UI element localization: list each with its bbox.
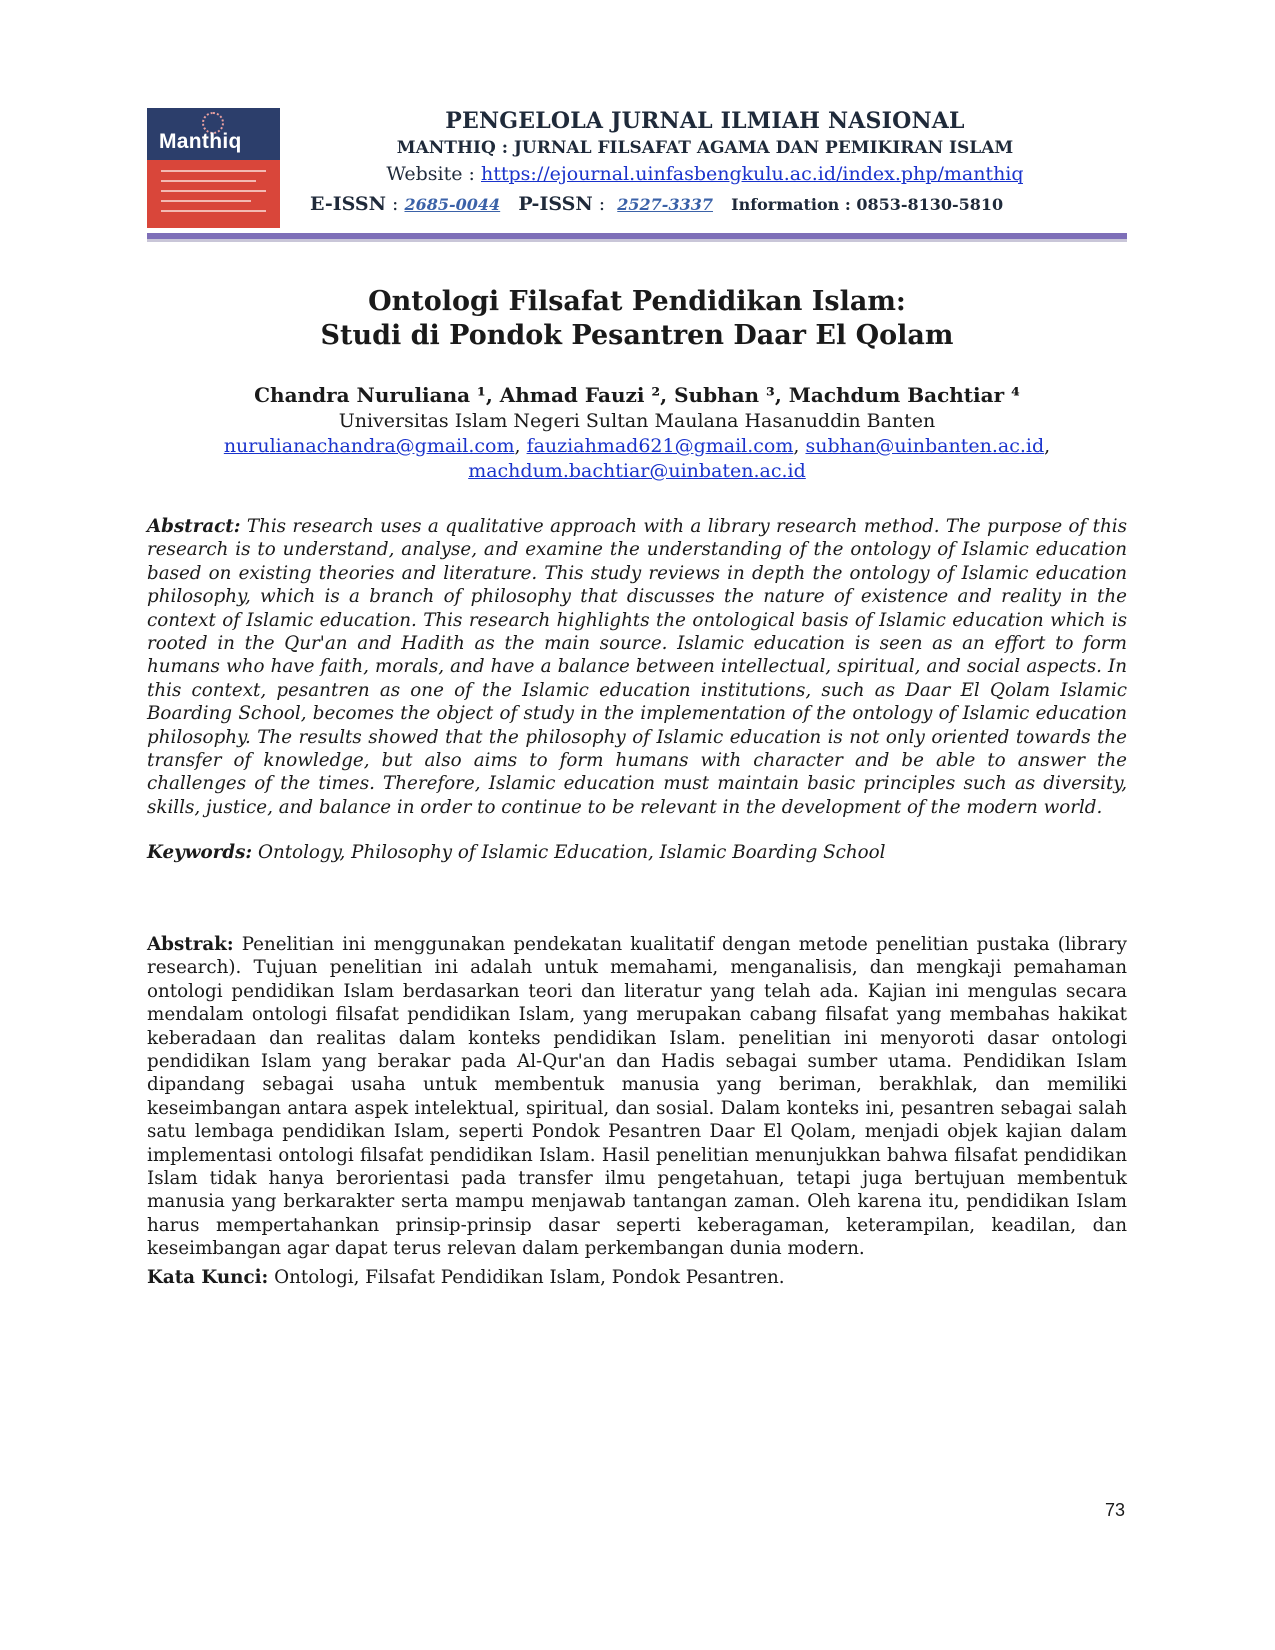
pissn-label: P-ISSN [518, 193, 593, 215]
keywords-indonesian [147, 1267, 1127, 1288]
eissn-label: E-ISSN [310, 193, 386, 215]
article-title [147, 285, 1127, 353]
publisher-heading: PENGELOLA JURNAL ILMIAH NASIONAL [445, 108, 965, 134]
header-divider-shadow [147, 239, 1127, 242]
abstract-indonesian [147, 933, 1127, 1261]
cover-logo-text: Manthiq [159, 130, 242, 153]
eissn-sep: : [386, 193, 405, 215]
abstrak-text: Penelitian ini menggunakan pendekatan kualitatif dengan metode penelitian pustaka (library research). Tujuan penelitian ini adalah untuk memahami, menganalisis, dan mengkaji pemahaman ontologi pendidikan Islam berdasarkan teori dan literatur yang telah ada. Kajian ini mengulas secara mendalam ontologi filsafat pendidikan Islam, yang merupakan cabang filsafat yang membahas hakikat keberadaan dan realitas dalam konteks pendidikan Islam. penelitian ini menyoroti dasar ontologi pendidikan Islam yang berakar pada Al-Qur'an dan Hadis sebagai sumber utama. Pendidikan Islam dipandang sebagai usaha untuk membentuk manusia yang beriman, berakhlak, dan memiliki keseimbangan antara aspek intelektual, spiritual, dan sosial. Dalam konteks ini, pesantren sebagai salah satu lembaga pendidikan Islam, seperti Pondok Pesantren Daar El Qolam, menjadi objek kajian dalam implementasi ontologi filsafat pendidikan Islam. Hasil penelitian menunjukkan bahwa filsafat pendidikan Islam tidak hanya berorientasi pada transfer ilmu pengetahuan, tetapi juga bertujuan membentuk manusia yang berkarakter serta mampu menjawab tantangan zaman. Oleh karena itu, pendidikan Islam harus mempertahankan prinsip-prinsip dasar seperti keberagaman, keterampilan, keadilan, dan keseimbangan agar dapat terus relevan dalam perkembangan dunia modern. [147, 934, 1127, 1260]
abstract-english [147, 515, 1127, 819]
keywords-english [147, 842, 1127, 863]
authors: Chandra Nuruliana ¹, Ahmad Fauzi ², Subhan ³, Machdum Bachtiar ⁴ [254, 383, 1020, 407]
email-link[interactable]: fauziahmad621@gmail.com [526, 435, 794, 457]
journal-name: MANTHIQ : JURNAL FILSAFAT AGAMA DAN PEMIKIRAN ISLAM [396, 138, 1014, 158]
page-number: 73 [1104, 1500, 1125, 1520]
title-line-1: Ontologi Filsafat Pendidikan Islam: [368, 286, 906, 317]
pissn-link[interactable]: 2527-3337 [617, 195, 713, 214]
website-link[interactable]: https://ejournal.uinfasbengkulu.ac.id/index.php/manthiq [481, 163, 1024, 185]
email-link[interactable]: subhan@uinbanten.ac.id [805, 435, 1045, 457]
website-label: Website : [386, 163, 481, 185]
keywords-text: Ontology, Philosophy of Islamic Education, Islamic Boarding School [252, 842, 886, 863]
email-line-1: nurulianachandra@gmail.com, fauziahmad621@gmail.com, subhan@uinbanten.ac.id, [223, 435, 1051, 457]
abstract-text: This research uses a qualitative approach with a library research method. The purpose of this research is to understand, analyse, and examine the understanding of the ontology of Islamic education based on existing theories and literature. This study reviews in depth the ontology of Islamic education philosophy, which is a branch of philosophy that discusses the nature of existence and reality in the context of Islamic education. This research highlights the ontological basis of Islamic education which is rooted in the Qur'an and Hadith as the main source. Islamic education is seen as an effort to form humans who have faith, morals, and have a balance between intellectual, spiritual, and social aspects. In this context, pesantren as one of the Islamic education institutions, such as Daar El Qolam Islamic Boarding School, becomes the object of study in the implementation of the ontology of Islamic education philosophy. The results showed that the philosophy of Islamic education is not only oriented towards the transfer of knowledge, but also aims to form humans with character and be able to answer the challenges of the times. Therefore, Islamic education must maintain basic principles such as diversity, skills, justice, and balance in order to continue to be relevant in the development of the modern world. [147, 516, 1127, 818]
pissn-sep: : [592, 193, 612, 215]
information-phone: Information : 0853-8130-5810 [731, 195, 1004, 214]
cover-line [161, 170, 266, 172]
kata-kunci-label: Kata Kunci: [147, 1267, 269, 1288]
email-line-2 [147, 459, 1127, 484]
eissn-link[interactable]: 2685-0044 [404, 195, 501, 214]
keywords-label: Keywords: [147, 842, 253, 863]
kata-kunci-text: Ontologi, Filsafat Pendidikan Islam, Pondok Pesantren. [268, 1267, 785, 1288]
affiliation: Universitas Islam Negeri Sultan Maulana Hasanuddin Banten [338, 410, 936, 432]
issn-line [310, 193, 1100, 215]
journal-cover-thumbnail [147, 108, 280, 228]
cover-line [161, 200, 251, 202]
abstrak-label: Abstrak: [147, 934, 234, 955]
cover-line [161, 180, 256, 182]
cover-line [161, 190, 266, 192]
website-line [310, 163, 1100, 185]
email-link[interactable]: nurulianachandra@gmail.com [223, 435, 515, 457]
cover-line [161, 210, 266, 212]
abstract-label: Abstract: [147, 516, 241, 537]
author-emails [147, 434, 1127, 484]
email-link[interactable]: machdum.bachtiar@uinbaten.ac.id [468, 460, 806, 482]
title-line-2: Studi di Pondok Pesantren Daar El Qolam [320, 320, 954, 351]
